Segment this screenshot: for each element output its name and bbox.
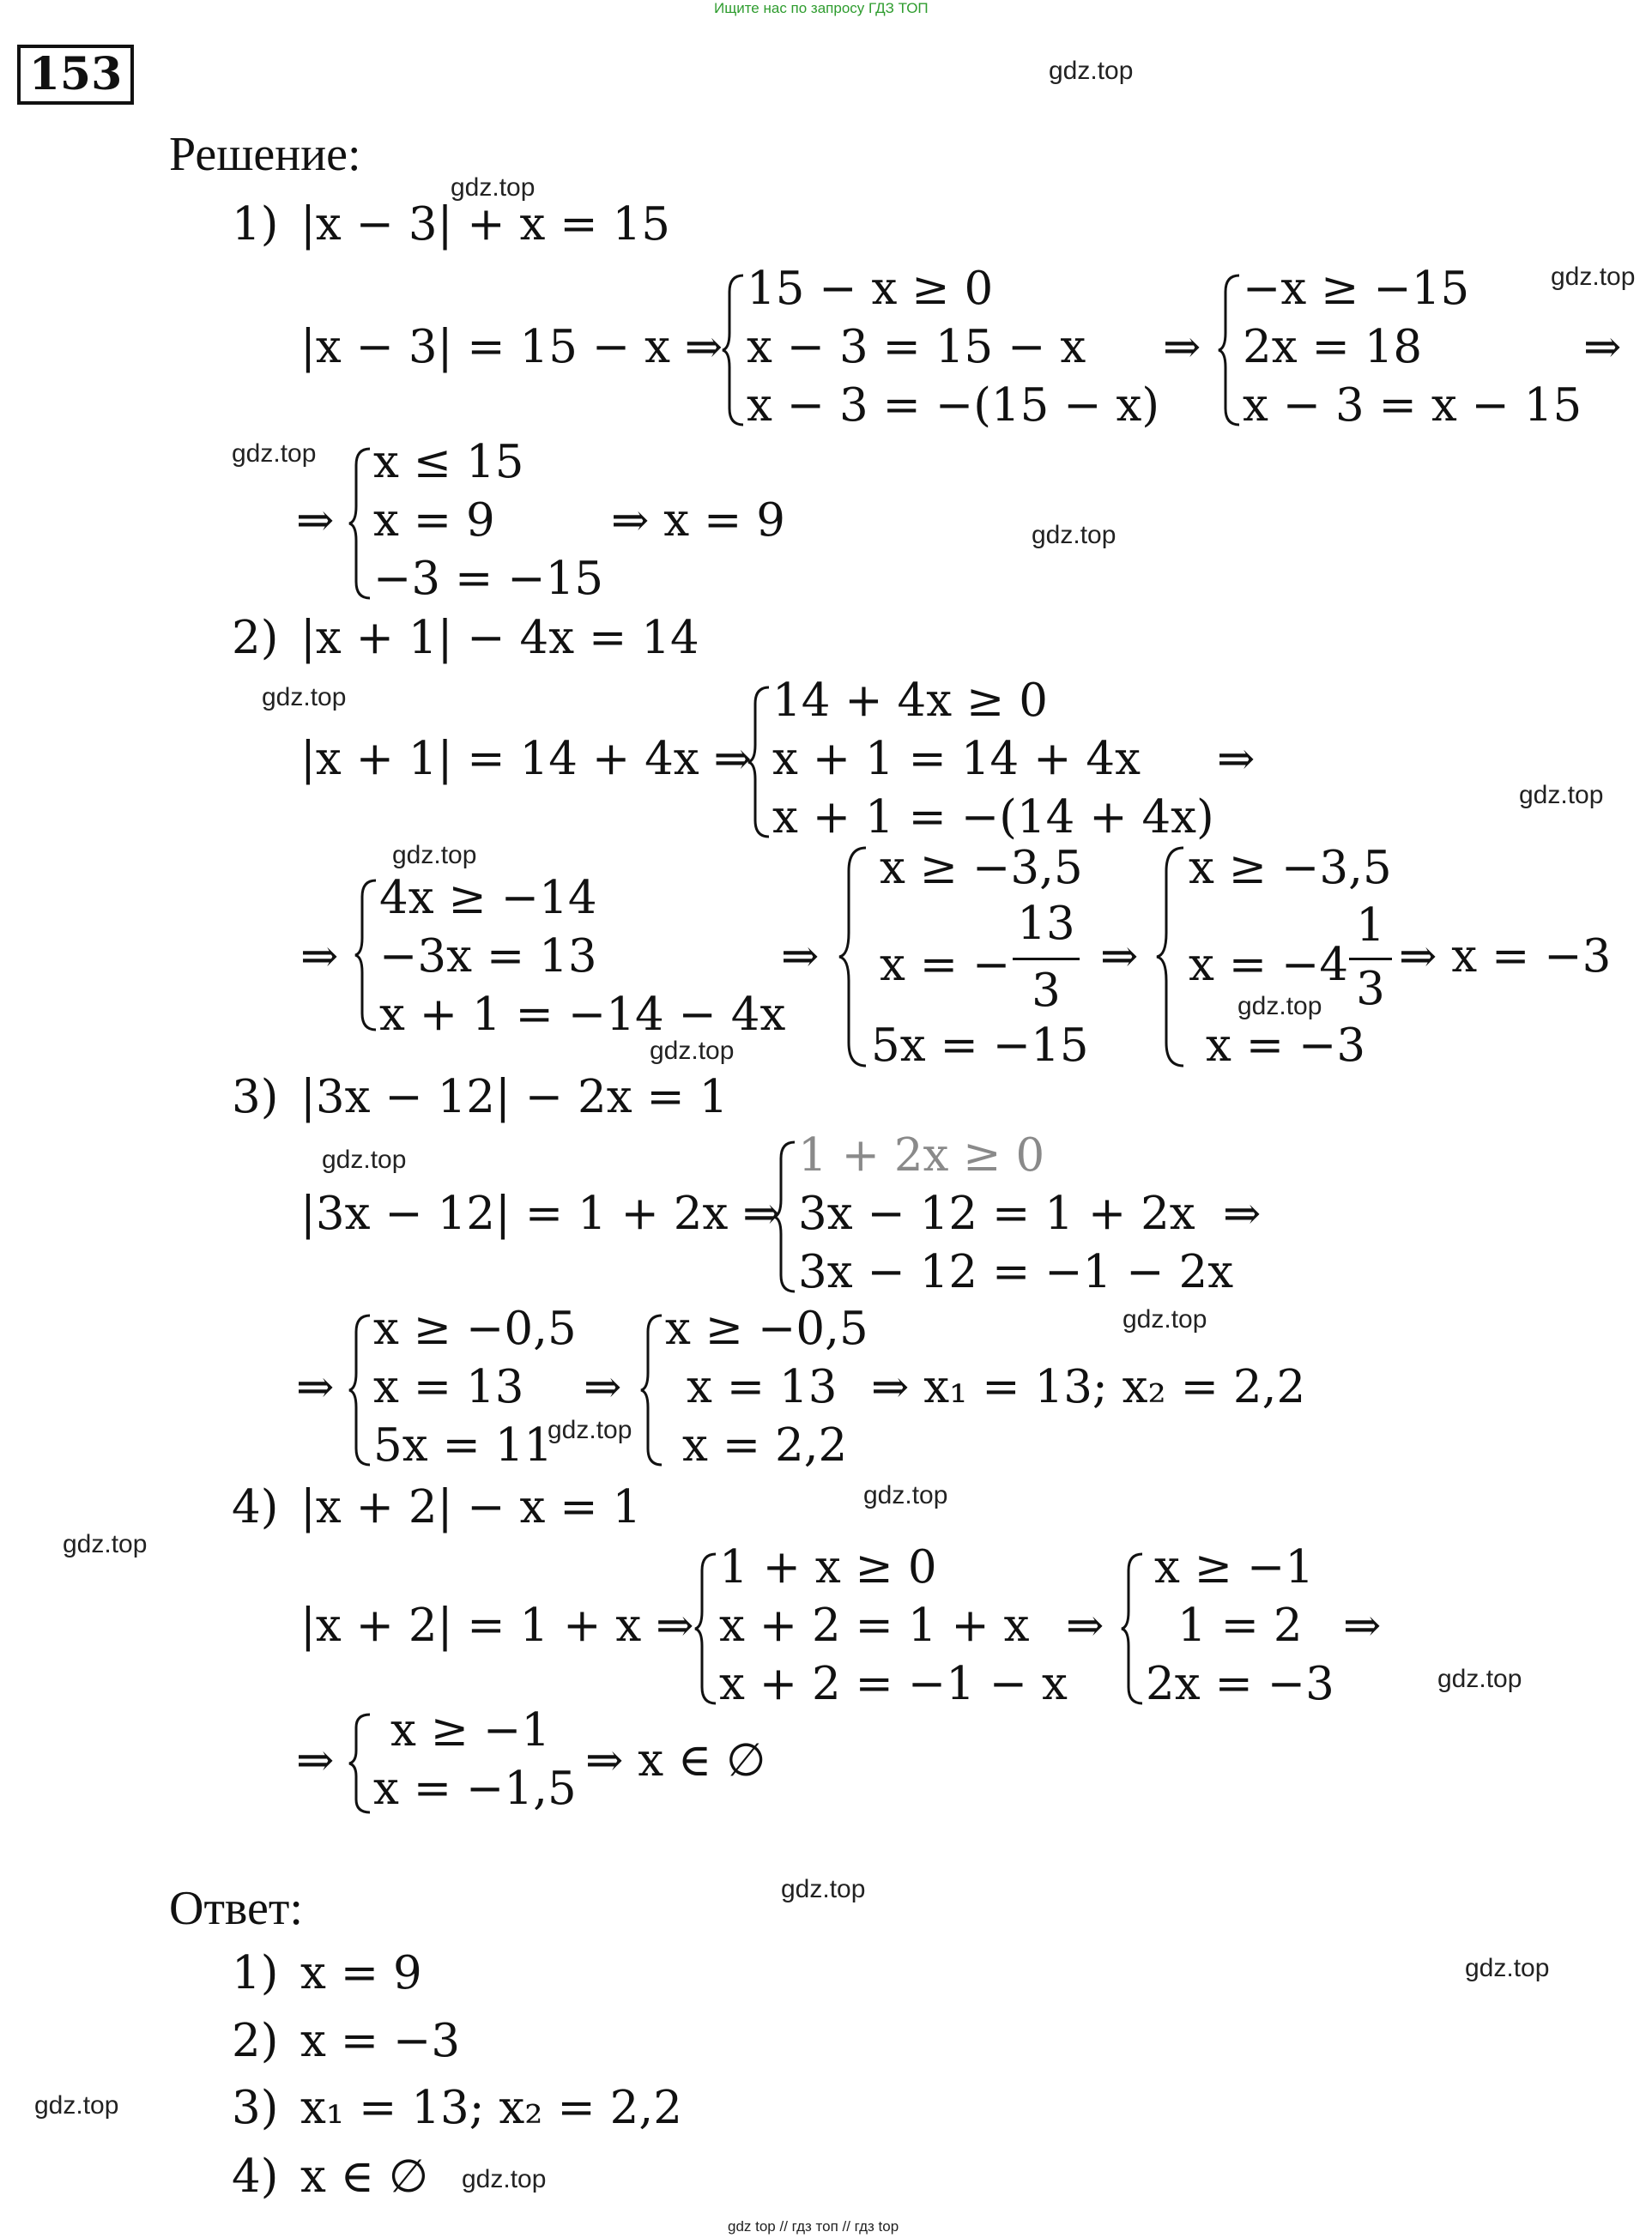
- answer-value: x = 9: [300, 1947, 422, 1999]
- part4-equation: |x + 2| − x = 1: [300, 1481, 642, 1533]
- part3-sys3-line1: x ≥ −0,5: [665, 1303, 868, 1355]
- part3-sys3-line2: x = 13: [687, 1361, 838, 1413]
- part2-sys4-line2: x = −4: [1189, 939, 1349, 991]
- part1-sys2-line3: x − 3 = x − 15: [1243, 379, 1582, 432]
- part2-arrow3: ⇒: [781, 930, 820, 983]
- top-search-link[interactable]: Ищите нас по запросу ГДЗ ТОП: [714, 0, 929, 16]
- watermark: gdz.top: [1032, 521, 1116, 549]
- part2-sys3-line3: 5x = −15: [871, 1019, 1089, 1072]
- part3-sys2-line3: 5x = 11: [373, 1419, 554, 1472]
- fraction-denominator: 3: [1356, 963, 1385, 1015]
- part4-arrow2: ⇒: [1343, 1600, 1382, 1652]
- part2-sys4-line1: x ≥ −3,5: [1189, 842, 1392, 894]
- part2-lhs: |x + 1| = 14 + 4x ⇒: [300, 733, 752, 785]
- brace-icon: [837, 845, 871, 1068]
- fraction-numerator: 13: [1017, 898, 1075, 950]
- part4-sys2-line2: 1 = 2: [1177, 1600, 1303, 1652]
- watermark: gdz.top: [1551, 263, 1636, 291]
- part2-sys1-line1: 14 + 4x ≥ 0: [772, 674, 1048, 727]
- watermark: gdz.top: [1237, 992, 1322, 1020]
- brace-icon: [348, 1313, 373, 1467]
- answer-heading: Ответ:: [169, 1882, 303, 1935]
- solution-heading: Решение:: [169, 128, 361, 181]
- part1-sys3-line3: −3 = −15: [373, 553, 604, 605]
- part2-arrow: ⇒: [1217, 733, 1256, 785]
- watermark: gdz.top: [650, 1037, 735, 1065]
- answer-value: x = −3: [300, 2015, 461, 2067]
- part4-sys3-line1: x ≥ −1: [390, 1704, 551, 1757]
- brace-icon: [639, 1313, 665, 1467]
- part4-sys3-line2: x = −1,5: [373, 1763, 577, 1815]
- part2-sys2-line2: −3x = 13: [379, 930, 597, 983]
- watermark: gdz.top: [1437, 1665, 1522, 1693]
- part4-sys2-line1: x ≥ −1: [1154, 1541, 1315, 1594]
- part3-label: 3): [232, 1071, 279, 1123]
- part2-arrow2: ⇒: [300, 930, 339, 983]
- brace-icon: [772, 1140, 798, 1294]
- part3-sys1-line2: 3x − 12 = 1 + 2x: [798, 1188, 1195, 1240]
- answer-label: 4): [232, 2150, 279, 2203]
- part1-equation: |x − 3| + x = 15: [300, 198, 670, 251]
- part2-fraction-2: [1349, 901, 1392, 1013]
- watermark: gdz.top: [863, 1481, 948, 1509]
- part4-sys2-line3: 2x = −3: [1146, 1658, 1334, 1710]
- watermark: gdz.top: [34, 2091, 119, 2120]
- brace-icon: [721, 273, 747, 427]
- answer-value: x ∈ ∅: [300, 2150, 428, 2203]
- part3-lhs: |3x − 12| = 1 + 2x ⇒: [300, 1188, 781, 1240]
- part3-arrow3: ⇒: [584, 1361, 622, 1413]
- part1-label: 1): [232, 198, 279, 251]
- brace-icon: [348, 446, 373, 601]
- part1-arrow2: ⇒: [1583, 321, 1622, 373]
- part3-result: ⇒ x₁ = 13; x₂ = 2,2: [871, 1361, 1306, 1413]
- part2-fraction: [1013, 898, 1080, 1017]
- part4-sys1-line2: x + 2 = 1 + x: [719, 1600, 1030, 1652]
- watermark: gdz.top: [262, 683, 347, 711]
- part2-sys1-line2: x + 1 = 14 + 4x: [772, 733, 1141, 785]
- part3-sys3-line3: x = 2,2: [682, 1419, 848, 1472]
- part4-label: 4): [232, 1481, 279, 1533]
- brace-icon: [747, 685, 772, 839]
- answer-label: 3): [232, 2082, 279, 2134]
- part3-arrow2: ⇒: [296, 1361, 335, 1413]
- part2-label: 2): [232, 612, 279, 664]
- brace-icon: [1154, 845, 1189, 1068]
- part1-sys1-line2: x − 3 = 15 − x: [747, 321, 1086, 373]
- watermark: gdz.top: [1123, 1305, 1207, 1334]
- part2-sys4-line3: x = −3: [1206, 1019, 1366, 1072]
- part4-result: ⇒ x ∈ ∅: [585, 1734, 766, 1787]
- watermark: gdz.top: [322, 1146, 407, 1174]
- brace-icon: [1217, 273, 1243, 427]
- answer-label: 2): [232, 2015, 279, 2067]
- watermark: gdz.top: [1049, 57, 1134, 85]
- brace-icon: [354, 878, 379, 1032]
- part3-sys1-line1: 1 + 2x ≥ 0: [798, 1129, 1045, 1182]
- part1-sys2-line1: −x ≥ −15: [1243, 263, 1470, 315]
- watermark: gdz.top: [781, 1875, 866, 1903]
- watermark: gdz.top: [451, 173, 536, 202]
- part1-lhs: |x − 3| = 15 − x ⇒: [300, 321, 723, 373]
- part1-sys1-line3: x − 3 = −(15 − x): [747, 379, 1160, 432]
- brace-icon: [1120, 1551, 1146, 1706]
- part1-sys1-line1: 15 − x ≥ 0: [747, 263, 994, 315]
- part2-result: ⇒ x = −3: [1399, 930, 1612, 983]
- answer-value: x₁ = 13; x₂ = 2,2: [300, 2082, 682, 2134]
- part3-sys2-line2: x = 13: [373, 1361, 524, 1413]
- fraction-bar: [1013, 958, 1080, 960]
- watermark: gdz.top: [548, 1416, 632, 1444]
- part2-equation: |x + 1| − 4x = 14: [300, 612, 699, 664]
- watermark: gdz.top: [1465, 1954, 1550, 1982]
- brace-icon: [693, 1551, 719, 1706]
- part2-sys1-line3: x + 1 = −(14 + 4x): [772, 791, 1214, 844]
- watermark: gdz.top: [462, 2165, 547, 2193]
- watermark: gdz.top: [232, 439, 317, 468]
- part2-sys2-line3: x + 1 = −14 − 4x: [379, 989, 786, 1041]
- part1-sys3-line1: x ≤ 15: [373, 436, 524, 488]
- fraction-bar: [1349, 958, 1392, 960]
- part2-sys3-line1: x ≥ −3,5: [880, 842, 1083, 894]
- watermark: gdz.top: [1519, 781, 1604, 809]
- fraction-numerator: 1: [1356, 899, 1385, 952]
- part2-arrow4: ⇒: [1100, 930, 1139, 983]
- part4-sys1-line1: 1 + x ≥ 0: [719, 1541, 937, 1594]
- watermark: gdz.top: [63, 1530, 148, 1558]
- part3-arrow: ⇒: [1223, 1188, 1262, 1240]
- part3-sys2-line1: x ≥ −0,5: [373, 1303, 577, 1355]
- part4-lhs: |x + 2| = 1 + x ⇒: [300, 1600, 694, 1652]
- footer-links[interactable]: gdz top // гдз топ // гдз top: [728, 2218, 899, 2235]
- brace-icon: [348, 1712, 373, 1815]
- part1-arrow: ⇒: [1163, 321, 1201, 373]
- part1-result: ⇒ x = 9: [611, 494, 785, 547]
- part2-sys2-line1: 4x ≥ −14: [379, 872, 597, 924]
- watermark: gdz.top: [392, 841, 477, 869]
- part3-equation: |3x − 12| − 2x = 1: [300, 1071, 729, 1123]
- fraction-denominator: 3: [1032, 965, 1061, 1017]
- part4-arrow3: ⇒: [296, 1734, 335, 1787]
- answer-label: 1): [232, 1947, 279, 1999]
- problem-number: 153: [17, 45, 134, 105]
- part3-sys1-line3: 3x − 12 = −1 − 2x: [798, 1246, 1234, 1298]
- part4-arrow: ⇒: [1066, 1600, 1104, 1652]
- part1-arrow3: ⇒: [296, 494, 335, 547]
- part1-sys3-line2: x = 9: [373, 494, 495, 547]
- part2-sys3-line2: x = −: [880, 939, 1011, 991]
- part1-sys2-line2: 2x = 18: [1243, 321, 1423, 373]
- part4-sys1-line3: x + 2 = −1 − x: [719, 1658, 1068, 1710]
